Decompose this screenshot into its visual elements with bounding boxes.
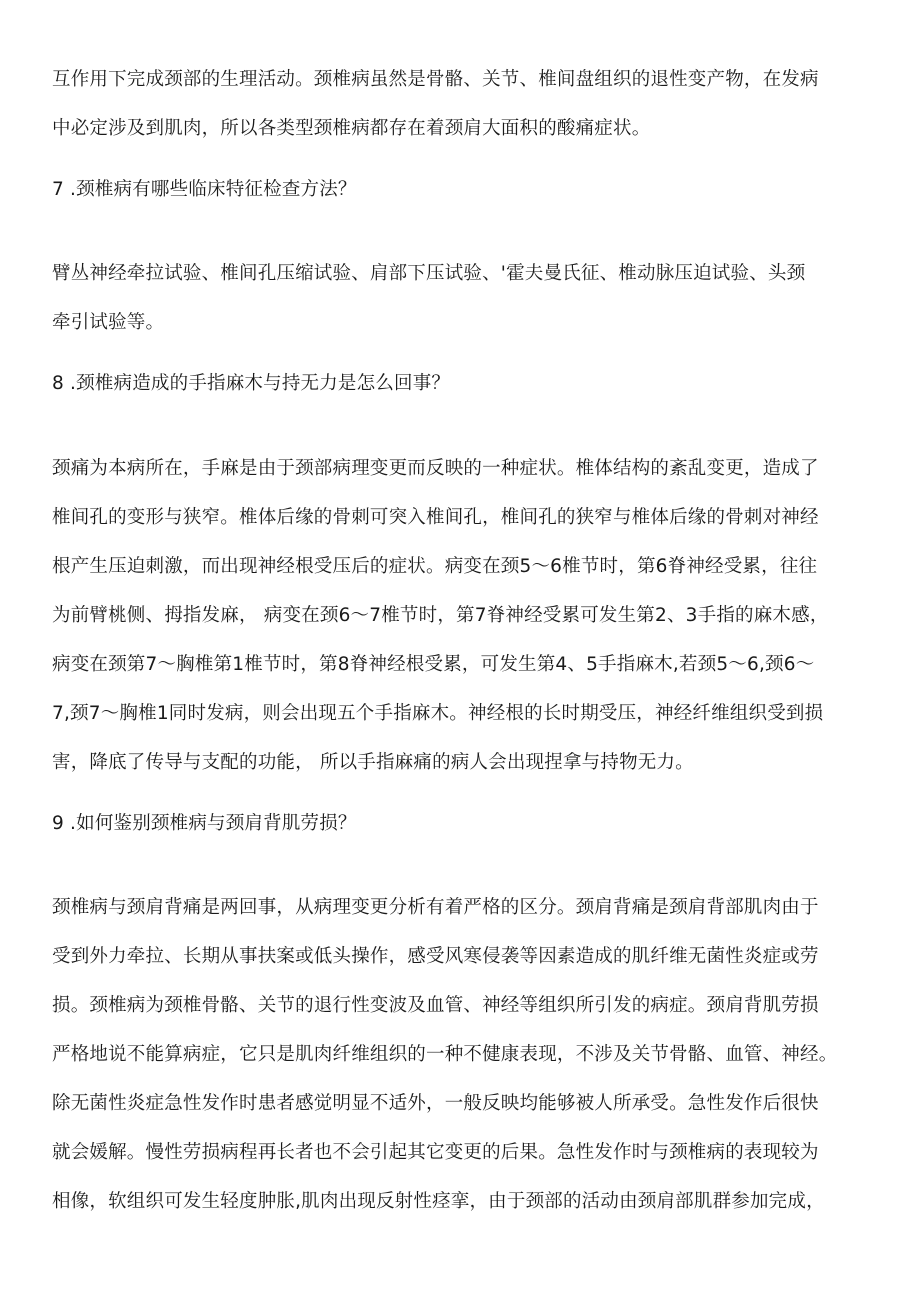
question-9-heading: 9 .如何鉴别颈椎病与颈肩背肌劳损？	[52, 813, 357, 834]
paragraph-line: 严格地说不能算病症，它只是肌肉纤维组织的一种不健康表现，不涉及关节骨骼、血管、神经。	[52, 1044, 838, 1065]
paragraph-line: 除无菌性炎症急性发作时患者感觉明显不适外，一般反映均能够被人所承受。急性发作后很快	[52, 1093, 819, 1114]
paragraph-line: 颈椎病与颈肩背痛是两回事，从病理变更分析有着严格的区分。颈肩背痛是颈肩背部肌肉由于	[52, 897, 819, 918]
paragraph-line: 损。颈椎病为颈椎骨骼、关节的退行性变波及血管、神经等组织所引发的病症。颈肩背肌劳损	[52, 995, 819, 1016]
paragraph-line: 为前臂桃侧、拇指发麻， 病变在颈6～7椎节时，第7脊神经受累可发生第2、3手指的麻木感，	[52, 605, 829, 626]
paragraph-line: 中必定涉及到肌肉，所以各类型颈椎病都存在着颈肩大面积的酸痛症状。	[52, 118, 651, 139]
paragraph-line: 就会媛解。慢性劳损病程再长者也不会引起其它变更的后果。急性发作时与颈椎病的表现较为	[52, 1142, 819, 1163]
paragraph-line: 相像，软组织可发生轻度肿胀,肌肉出现反射性痉挛，由于颈部的活动由颈肩部肌群参加完成，	[52, 1191, 825, 1212]
paragraph-line: 颈痛为本病所在，手麻是由于颈部病理变更而反映的一种症状。椎体结构的紊乱变更，造成了	[52, 458, 819, 479]
question-7-heading: 7 .颈椎病有哪些临床特征检查方法？	[52, 179, 357, 200]
question-8-heading: 8 .颈椎病造成的手指麻木与持无力是怎么回事？	[52, 373, 451, 394]
paragraph-line: 7,颈7〜胸椎1同时发病，则会出现五个手指麻木。神经根的长时期受压，神经纤维组织受到损	[52, 703, 824, 724]
paragraph-line: 根产生压迫刺激，而出现神经根受压后的症状。病变在颈5～6椎节时，第6脊神经受累，往往	[52, 556, 818, 577]
paragraph-line: 受到外力牵拉、长期从事扶案或低头操作，感受风寒侵袭等因素造成的肌纤维无菌性炎症或劳	[52, 946, 819, 967]
paragraph-line: 病变在颈第7〜胸椎第1椎节时，第8脊神经根受累，可发生第4、5手指麻木,若颈5～6,颈6～	[52, 654, 815, 675]
paragraph-line: 害，降底了传导与支配的功能， 所以手指麻痛的病人会出现捏拿与持物无力。	[52, 752, 694, 773]
paragraph-line: 臂丛神经牵拉试验、椎间孔压缩试验、肩部下压试验、'霍夫曼氏征、椎动脉压迫试验、头颈	[52, 263, 806, 284]
paragraph-line: 椎间孔的变形与狭窄。椎体后缘的骨刺可突入椎间孔，椎间孔的狭窄与椎体后缘的骨刺对神经	[52, 507, 819, 528]
paragraph-line: 互作用下完成颈部的生理活动。颈椎病虽然是骨骼、关节、椎间盘组织的退性变产物，在发病	[52, 69, 819, 90]
paragraph-line: 牵引试验等。	[52, 312, 165, 333]
